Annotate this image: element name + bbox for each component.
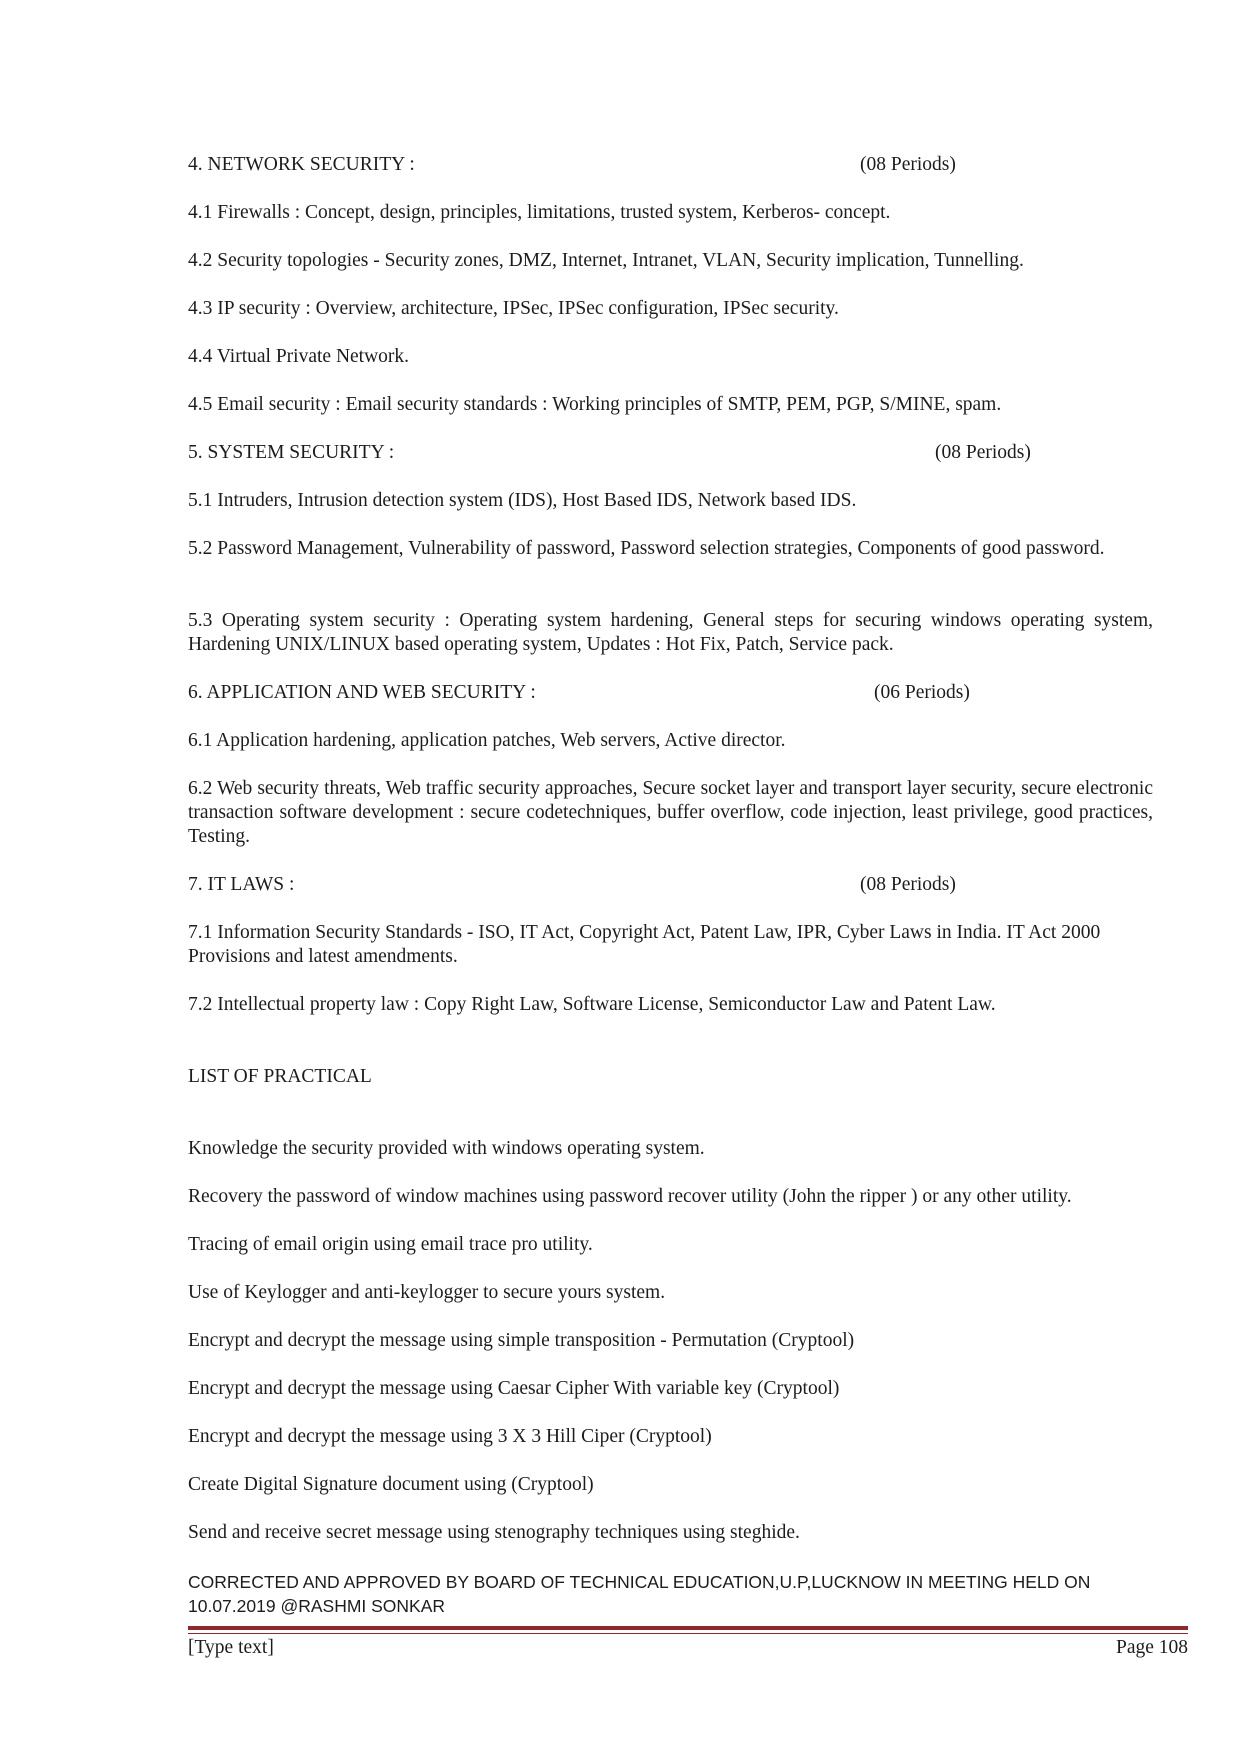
section-periods: (08 Periods) xyxy=(860,874,956,895)
topic-item: 6.2 Web security threats, Web traffic security approaches, Secure socket layer and transport layer security, secure electronic transaction software development : secure codetechniques, buffer overflow, code injection, least privilege, good practices, Testing. xyxy=(188,778,1153,847)
practical-item: Encrypt and decrypt the message using Caesar Cipher With variable key (Cryptool) xyxy=(188,1378,840,1399)
footer-rule-thin xyxy=(188,1633,1188,1634)
topic-item: 4.2 Security topologies - Security zones, DMZ, Internet, Intranet, VLAN, Security implication, Tunnelling. xyxy=(188,250,1024,271)
approval-note-line-2: 10.07.2019 @RASHMI SONKAR xyxy=(188,1596,446,1616)
section-periods: (08 Periods) xyxy=(860,154,956,175)
practical-item: Encrypt and decrypt the message using 3 X 3 Hill Ciper (Cryptool) xyxy=(188,1426,712,1447)
topic-item: 6.1 Application hardening, application patches, Web servers, Active director. xyxy=(188,730,786,751)
practical-item: Tracing of email origin using email trace pro utility. xyxy=(188,1234,593,1255)
topic-item: 7.1 Information Security Standards - ISO, IT Act, Copyright Act, Patent Law, IPR, Cyber Laws in India. IT Act 2000 Provisions and latest amendments. xyxy=(188,922,1101,967)
section-title: 5. SYSTEM SECURITY : xyxy=(188,442,395,463)
practical-item: Knowledge the security provided with windows operating system. xyxy=(188,1138,705,1159)
section-title: 6. APPLICATION AND WEB SECURITY : xyxy=(188,682,536,703)
topic-item: 4.4 Virtual Private Network. xyxy=(188,346,410,367)
section-heading-network-security xyxy=(188,153,1153,177)
topic-item: 4.5 Email security : Email security standards : Working principles of SMTP, PEM, PGP, S/MINE, spam. xyxy=(188,394,1002,415)
practical-item: Use of Keylogger and anti-keylogger to secure yours system. xyxy=(188,1282,666,1303)
footer-left-text: [Type text] xyxy=(188,1637,274,1658)
practical-item: Create Digital Signature document using (Cryptool) xyxy=(188,1474,594,1495)
section-heading-it-laws xyxy=(188,873,1153,897)
practical-item: Recovery the password of window machines using password recover utility (John the ripper ) or any other utility. xyxy=(188,1186,1072,1207)
topic-item: 7.2 Intellectual property law : Copy Right Law, Software License, Semiconductor Law and Patent Law. xyxy=(188,994,996,1015)
section-title: 7. IT LAWS : xyxy=(188,874,295,895)
topic-item: 5.2 Password Management, Vulnerability of password, Password selection strategies, Components of good password. xyxy=(188,538,1105,559)
practical-heading: LIST OF PRACTICAL xyxy=(188,1066,372,1087)
practical-item: Encrypt and decrypt the message using simple transposition - Permutation (Cryptool) xyxy=(188,1330,855,1351)
footer-rule xyxy=(188,1626,1188,1630)
topic-item: 5.3 Operating system security : Operating system hardening, General steps for securing windows operating system, Hardening UNIX/LINUX based operating system, Updates : Hot Fix, Patch, Service pack. xyxy=(188,610,1153,655)
section-heading-system-security xyxy=(188,441,1153,465)
approval-note-line-1: CORRECTED AND APPROVED BY BOARD OF TECHNICAL EDUCATION,U.P,LUCKNOW IN MEETING HELD ON xyxy=(188,1572,1091,1592)
page-number: Page 108 xyxy=(1115,1637,1188,1658)
section-heading-application-web-security xyxy=(188,681,1153,705)
topic-item: 5.1 Intruders, Intrusion detection system (IDS), Host Based IDS, Network based IDS. xyxy=(188,490,857,511)
section-periods: (08 Periods) xyxy=(935,442,1031,463)
topic-item: 4.1 Firewalls : Concept, design, principles, limitations, trusted system, Kerberos- concept. xyxy=(188,202,891,223)
section-title: 4. NETWORK SECURITY : xyxy=(188,154,415,175)
practical-item: Send and receive secret message using stenography techniques using steghide. xyxy=(188,1522,800,1543)
topic-item: 4.3 IP security : Overview, architecture, IPSec, IPSec configuration, IPSec security. xyxy=(188,298,839,319)
section-periods: (06 Periods) xyxy=(874,682,970,703)
